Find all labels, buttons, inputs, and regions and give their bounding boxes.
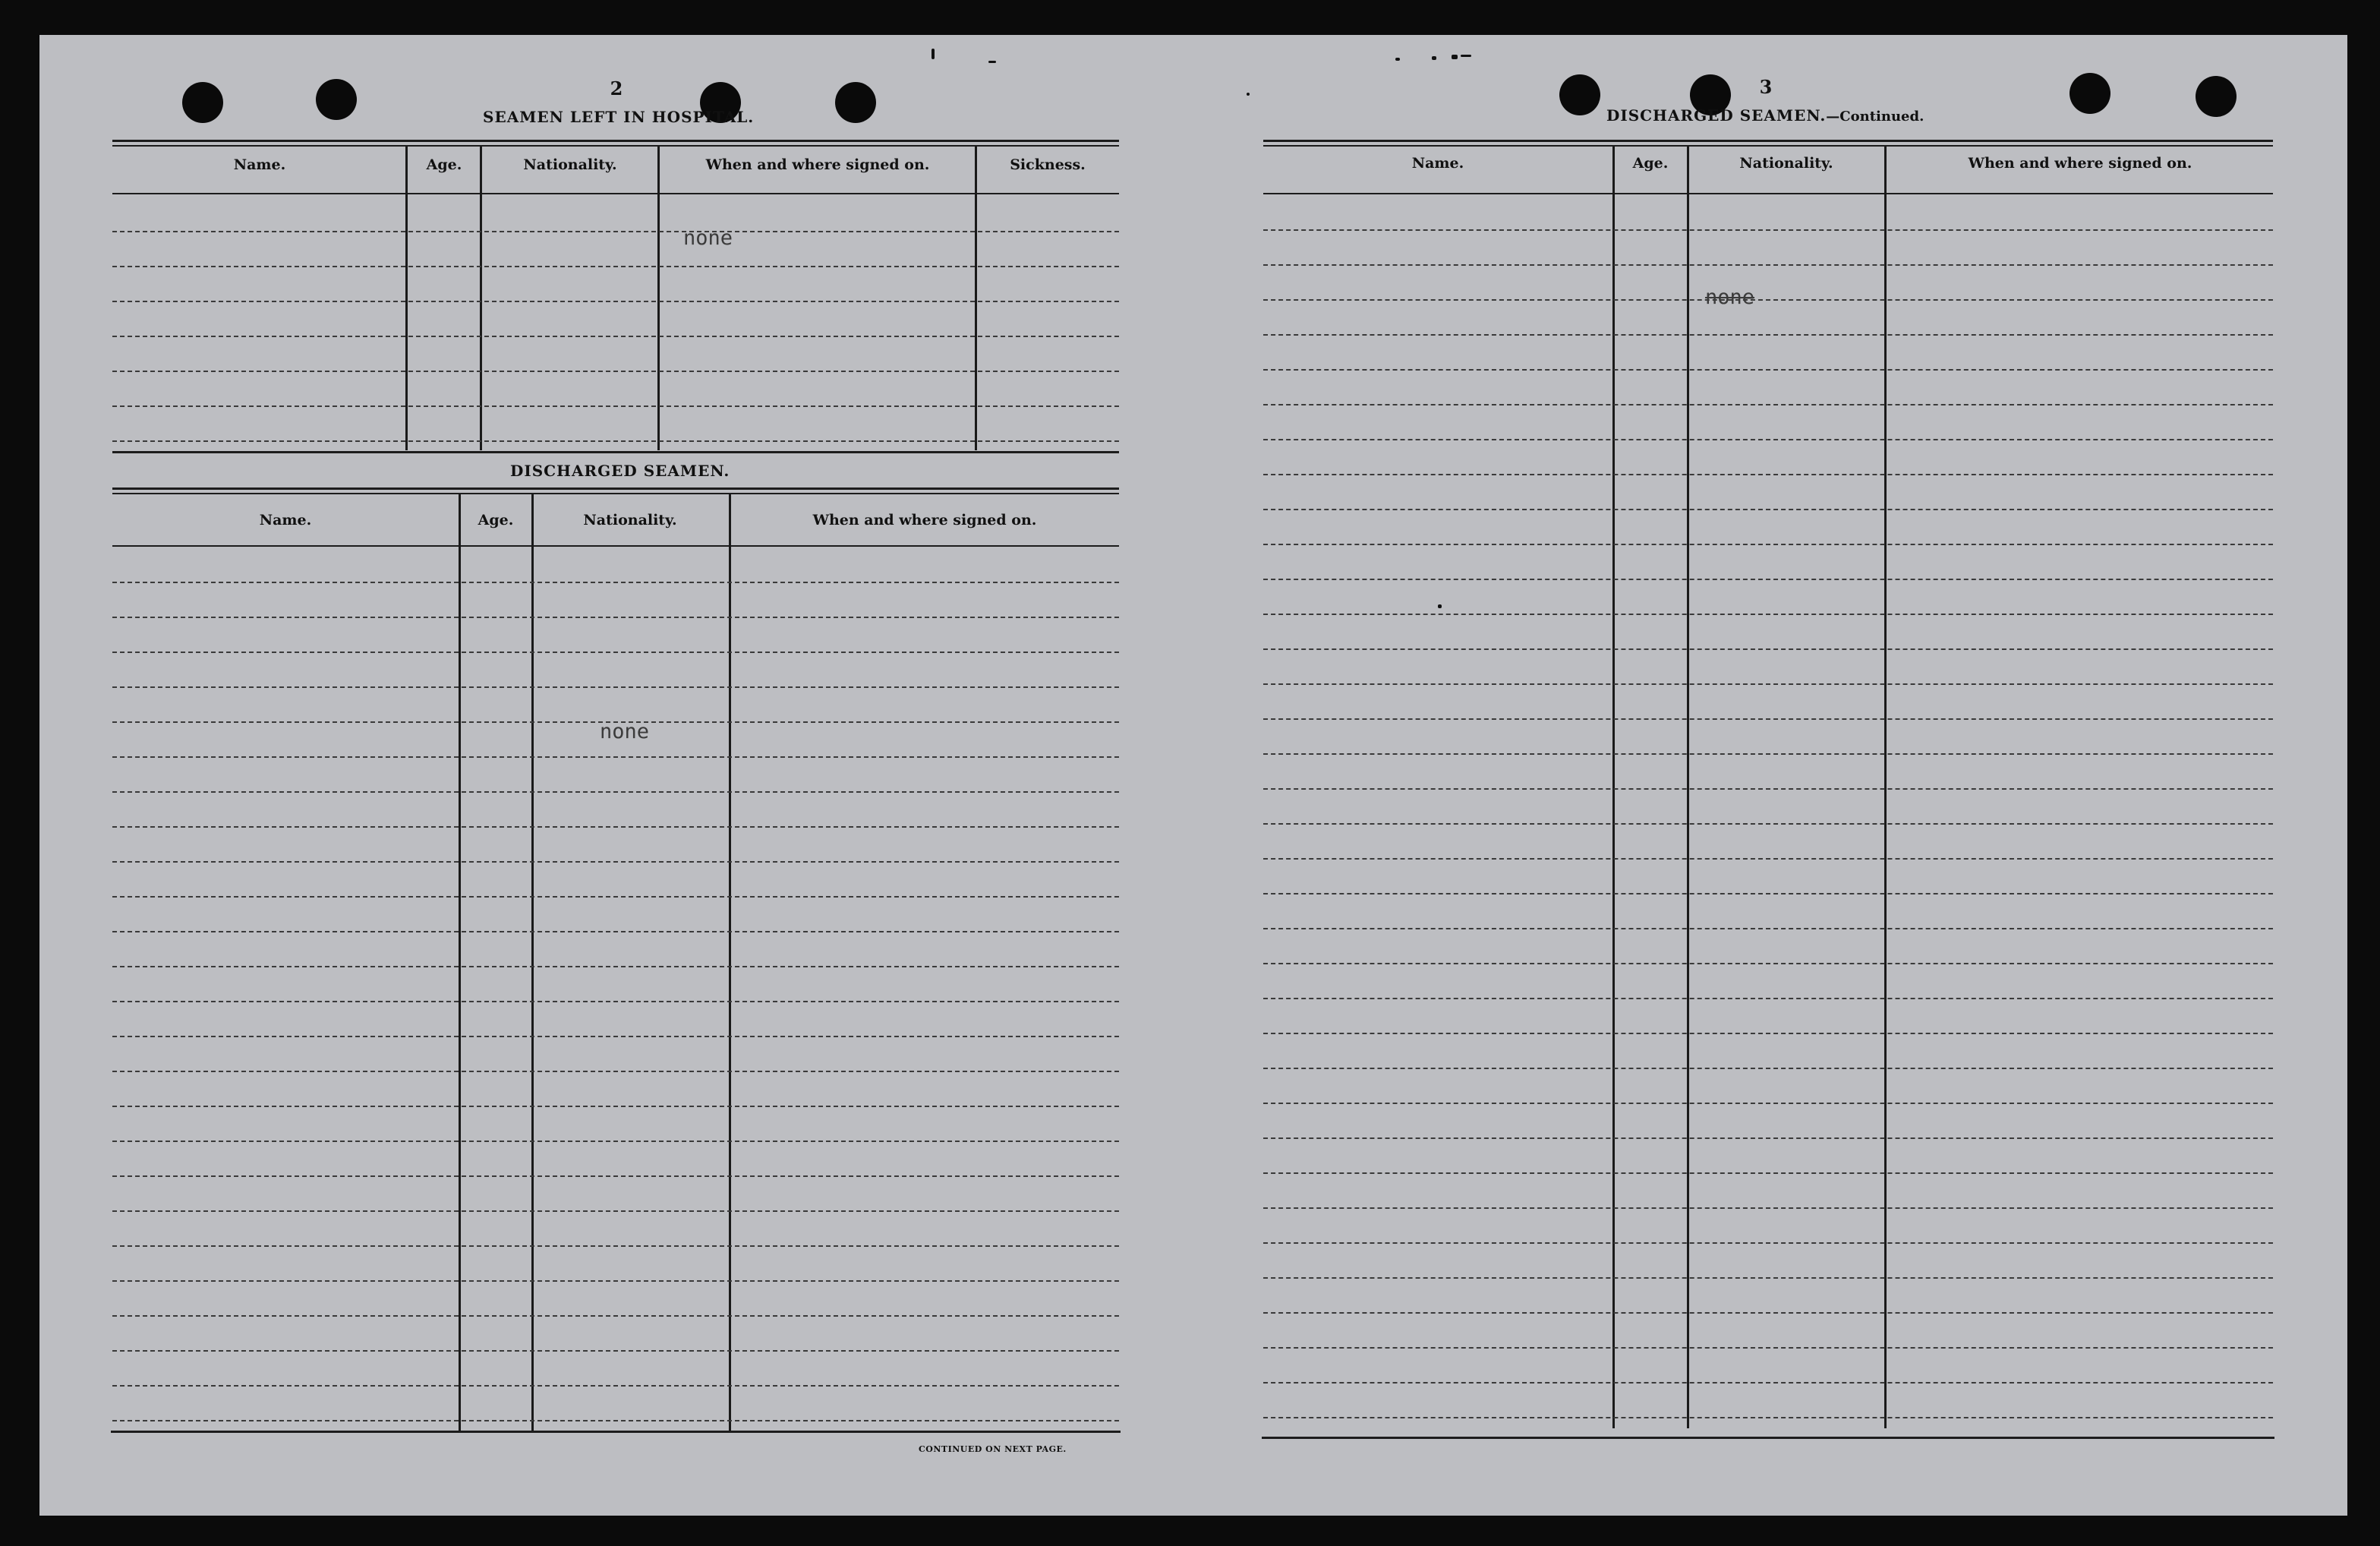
row-line <box>112 931 1119 932</box>
double-rule <box>112 140 1119 142</box>
row-line <box>112 1175 1119 1177</box>
col-header-nationality: Nationality. <box>1739 155 1833 172</box>
column-divider <box>459 494 461 1431</box>
ink-mark <box>1461 55 1471 57</box>
row-line <box>1263 614 2273 615</box>
double-rule <box>112 493 1119 494</box>
row-line <box>1263 753 2273 755</box>
column-divider <box>1884 147 1887 1428</box>
ink-mark <box>1247 93 1250 96</box>
row-line <box>1263 299 2273 301</box>
row-line <box>1263 404 2273 405</box>
row-line <box>1263 334 2273 336</box>
row-line <box>1263 1347 2273 1349</box>
column-divider <box>657 147 660 450</box>
row-line <box>112 826 1119 828</box>
document-sheet <box>39 35 2347 1516</box>
col-header-signed-on: When and where signed on. <box>812 512 1037 528</box>
row-line <box>112 861 1119 863</box>
ink-mark <box>1395 58 1400 61</box>
row-line <box>1263 579 2273 580</box>
row-line <box>1263 1312 2273 1314</box>
col-header-signed-on: When and where signed on. <box>1968 155 2192 172</box>
row-line <box>1263 1137 2273 1139</box>
row-line <box>1263 1417 2273 1418</box>
page-number-left: 2 <box>610 77 623 99</box>
column-divider <box>1687 147 1689 1428</box>
double-rule <box>1263 145 2273 147</box>
row-line <box>112 1350 1119 1352</box>
row-line <box>112 791 1119 793</box>
punch-hole <box>316 79 357 120</box>
punch-hole <box>182 82 223 123</box>
row-line <box>112 1106 1119 1107</box>
column-divider <box>975 147 977 450</box>
col-header-signed-on: When and where signed on. <box>705 156 930 173</box>
row-line <box>1263 1068 2273 1069</box>
page-title-left: SEAMEN LEFT IN HOSPITAL. <box>483 108 755 126</box>
row-line <box>1263 858 2273 860</box>
page-number-right: 3 <box>1759 76 1773 98</box>
row-line <box>112 582 1119 583</box>
row-line <box>1263 683 2273 685</box>
col-header-name: Name. <box>259 512 312 528</box>
column-divider <box>1612 147 1615 1428</box>
row-line <box>112 756 1119 758</box>
row-line <box>112 301 1119 302</box>
row-line <box>112 617 1119 618</box>
discharged-entry-none: none <box>600 720 650 743</box>
col-header-nationality: Nationality. <box>583 512 677 528</box>
row-line <box>1263 1242 2273 1244</box>
col-header-age: Age. <box>426 156 462 173</box>
column-divider <box>405 147 408 450</box>
row-line <box>1263 509 2273 510</box>
row-line <box>112 896 1119 898</box>
header-rule <box>112 545 1119 547</box>
col-header-sickness: Sickness. <box>1010 156 1086 173</box>
ink-mark <box>1438 604 1442 608</box>
row-line <box>1263 544 2273 545</box>
row-line <box>112 1210 1119 1212</box>
row-line <box>112 440 1119 442</box>
row-line <box>112 1001 1119 1002</box>
row-line <box>1263 439 2273 440</box>
row-line <box>112 1315 1119 1317</box>
footer-continued: CONTINUED ON NEXT PAGE. <box>919 1444 1067 1454</box>
row-line <box>1263 1382 2273 1384</box>
col-header-name: Name. <box>1411 155 1464 172</box>
ink-mark <box>1452 55 1458 59</box>
section-rule <box>112 451 1119 453</box>
row-line <box>112 1420 1119 1421</box>
row-line <box>112 1141 1119 1142</box>
row-line <box>1263 1277 2273 1279</box>
row-line <box>1263 718 2273 720</box>
col-header-age: Age. <box>478 512 514 528</box>
bottom-rule <box>111 1431 1121 1433</box>
hospital-entry-none: none <box>683 226 733 250</box>
row-line <box>1263 823 2273 825</box>
section-title-discharged: DISCHARGED SEAMEN. <box>510 462 730 480</box>
row-line <box>112 371 1119 372</box>
column-divider <box>729 494 731 1431</box>
ink-mark <box>1432 56 1436 60</box>
right-entry-none: none <box>1705 286 1755 309</box>
col-header-age: Age. <box>1632 155 1669 172</box>
row-line <box>112 1385 1119 1387</box>
row-line <box>112 266 1119 267</box>
row-line <box>112 405 1119 407</box>
row-line <box>1263 1033 2273 1034</box>
row-line <box>1263 998 2273 999</box>
row-line <box>1263 229 2273 231</box>
row-line <box>1263 264 2273 266</box>
double-rule <box>112 145 1119 147</box>
row-line <box>1263 788 2273 790</box>
row-line <box>112 1071 1119 1072</box>
punch-hole <box>835 82 876 123</box>
row-line <box>112 336 1119 337</box>
ink-mark <box>932 49 935 59</box>
page-title-right <box>1606 106 1924 125</box>
ink-mark <box>988 61 996 63</box>
row-line <box>1263 893 2273 894</box>
row-line <box>1263 1172 2273 1174</box>
double-rule <box>1263 140 2273 142</box>
row-line <box>112 231 1119 232</box>
bottom-rule <box>1262 1437 2274 1439</box>
row-line <box>112 686 1119 688</box>
row-line <box>112 652 1119 653</box>
double-rule <box>112 487 1119 490</box>
header-rule <box>112 193 1119 194</box>
header-rule <box>1263 193 2273 194</box>
row-line <box>112 966 1119 967</box>
row-line <box>1263 369 2273 371</box>
row-line <box>1263 648 2273 650</box>
row-line <box>112 1280 1119 1282</box>
column-divider <box>480 147 482 450</box>
row-line <box>1263 1103 2273 1104</box>
row-line <box>112 1245 1119 1247</box>
row-line <box>1263 963 2273 964</box>
col-header-nationality: Nationality. <box>523 156 617 173</box>
row-line <box>112 1036 1119 1037</box>
row-line <box>1263 928 2273 929</box>
page-title-right-text: DISCHARGED SEAMEN. <box>1606 106 1827 125</box>
punch-hole <box>2069 73 2110 114</box>
column-divider <box>531 494 534 1431</box>
row-line <box>1263 1207 2273 1209</box>
row-line <box>1263 474 2273 475</box>
punch-hole <box>1559 74 1600 115</box>
page-title-right-suffix: —Continued. <box>1826 109 1924 125</box>
punch-hole <box>2196 76 2237 117</box>
col-header-name: Name. <box>233 156 286 173</box>
